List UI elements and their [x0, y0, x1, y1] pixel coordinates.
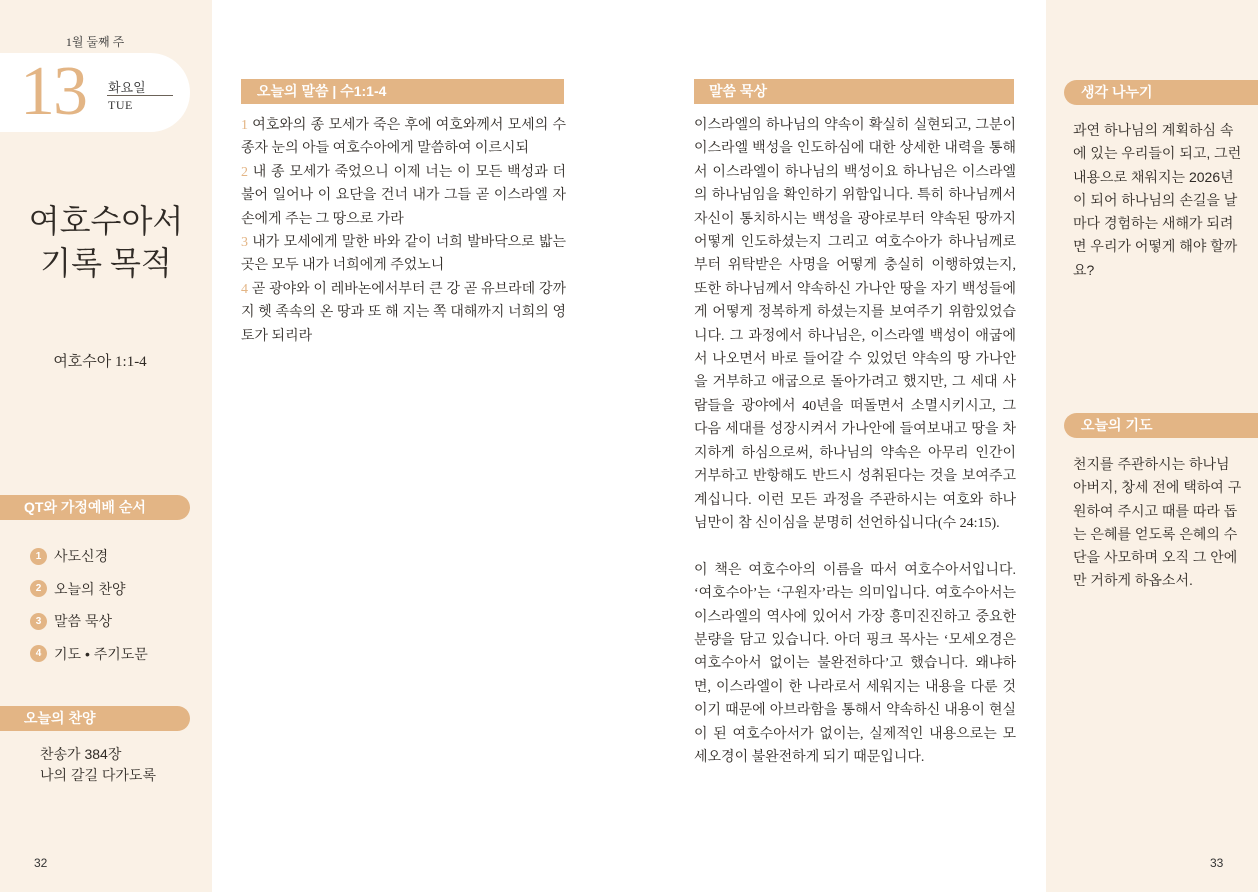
book-title-line1: 여호수아서 [28, 203, 184, 239]
order-item-label: 오늘의 찬양 [54, 580, 126, 597]
weekday-korean: 화요일 [108, 80, 146, 95]
verse-text: 내 종 모세가 죽었으니 이제 너는 이 모든 백성과 더불어 일어나 이 요단을 건너 내가 그들 곧 이스라엘 자손에게 주는 그 땅으로 가라 [241, 164, 566, 227]
number-badge: 3 [30, 613, 47, 630]
weekday-divider [107, 95, 173, 96]
order-item [30, 540, 148, 573]
book-title [0, 200, 212, 284]
order-item [30, 605, 148, 638]
verse-number: 2 [241, 164, 248, 180]
hymn-title: 오늘의 찬양 [0, 706, 190, 731]
weekday-english: TUE [108, 98, 133, 112]
number-badge: 1 [30, 548, 47, 565]
verse-text: 내가 모세에게 말한 바와 같이 너희 발바닥으로 밟는 곳은 모두 내가 너희에게 주었노니 [241, 235, 566, 274]
sharing-text: 과연 하나님의 계획하심 속에 있는 우리들이 되고, 그런 내용으로 채워지는 2026년이 되어 하나님의 손길을 날마다 경험하는 새해가 되려면 우리가 어떻게 해야 할까요? [1073, 122, 1242, 278]
scripture-reference: 여호수아 1:1-4 [53, 354, 147, 370]
verse-text: 여호와의 종 모세가 죽은 후에 여호와께서 모세의 수종자 눈의 아들 여호수아에게 말씀하여 이르시되 [241, 118, 566, 157]
order-item [30, 638, 148, 671]
day-number: 13 [20, 53, 86, 130]
verse-number: 3 [241, 235, 248, 251]
scripture-heading: 오늘의 말씀 | 수1:1-4 [241, 79, 564, 104]
week-label: 1월 둘째 주 [65, 35, 125, 49]
hymn-info [40, 744, 156, 786]
meditation-paragraph: 이 책은 여호수아의 이름을 따서 여호수아서입니다. ‘여호수아’는 ‘구원자’라는 의미입니다. 여호수아서는 이스라엘의 역사에 있어서 가장 흥미진진하고 중요한 분량을 담고 있습니다. 아더 핑크 목사는 ‘모세오경은 여호수아서 없이는 불완전하다’고 했습니다. 왜냐하면, 이스라엘이 한 나라로서 세워지는 내용을 다룬 것이기 때문에 아브라함을 통해서 약속하신 내용이 현실이 된 여호수아서가 없이는, 실제적인 내용으로는 모세오경이 불완전하게 되기 때문입니다. [694, 562, 1016, 765]
meditation-heading: 말씀 묵상 [694, 79, 1014, 104]
left-sidebar [0, 0, 212, 892]
sharing-title: 생각 나누기 [1064, 80, 1258, 105]
meditation-text [694, 114, 1016, 769]
book-title-line2: 기록 목적 [40, 245, 172, 281]
order-item-label: 기도 • 주기도문 [54, 645, 148, 662]
order-item-label: 말씀 묵상 [54, 613, 112, 630]
verse-text: 곧 광야와 이 레바논에서부터 큰 강 곧 유브라데 강까지 헷 족속의 온 땅과 또 해 지는 쪽 대해까지 너희의 영토가 되리라 [241, 281, 566, 344]
verse-number: 1 [241, 118, 248, 133]
scripture-text [241, 114, 566, 348]
number-badge: 4 [30, 645, 47, 662]
hymn-name: 나의 갈길 다가도록 [40, 767, 156, 783]
prayer-title: 오늘의 기도 [1064, 413, 1258, 438]
order-item [30, 573, 148, 606]
order-list [30, 540, 148, 670]
order-item-label: 사도신경 [54, 548, 109, 565]
meditation-paragraph: 이스라엘의 하나님의 약속이 확실히 실현되고, 그분이 이스라엘 백성을 인도하심에 대한 상세한 내력을 통해서 이스라엘이 하나님의 백성이요 하나님은 이스라엘의 하나님임을 확인하기 위함입니다. 특히 하나님께서 자신이 통치하시는 백성을 광야로부터 약속된 땅까지 어떻게 인도하셨는지 그리고 여호수아가 하나님께로부터 위탁받은 사명을 어떻게 충실히 이행하였는지, 또한 하나님께서 약속하신 가나안 땅을 자기 백성들에게 어떻게 정복하게 하셨는지를 보여주기 위함있었습니다. 그 과정에서 하나님은, 이스라엘 백성이 애굽에서 나오면서 바로 들어갈 수 있었던 약속의 땅 가나안을 거부하고 애굽으로 돌아가려고 했지만, 그 세대 사람들을 광야에서 40년을 떠돌면서 소멸시키시고, 그 다음 세대를 성장시켜서 가나안에 들여보내고 땅을 차지하게 하심으로써, 하나님의 약속은 아무리 인간이 거부하고 반항해도 반드시 성취된다는 것을 보여주고 계십니다. 이런 모든 과정을 주관하시는 여호와 하나님만이 참 신이심을 분명히 선언하십니다(수 24:15). [694, 118, 1016, 531]
order-title: QT와 가정예배 순서 [0, 495, 190, 520]
hymn-number: 찬송가 384장 [40, 746, 122, 762]
prayer-text: 천지를 주관하시는 하나님 아버지, 창세 전에 택하여 구원하여 주시고 때를 따라 돕는 은혜를 얻도록 은혜의 수단을 사모하며 오직 그 안에만 거하게 하옵소서. [1073, 456, 1242, 589]
verse-number: 4 [241, 281, 248, 297]
page-number-left: 32 [34, 856, 48, 870]
page-number-right: 33 [1210, 856, 1224, 870]
number-badge: 2 [30, 580, 47, 597]
